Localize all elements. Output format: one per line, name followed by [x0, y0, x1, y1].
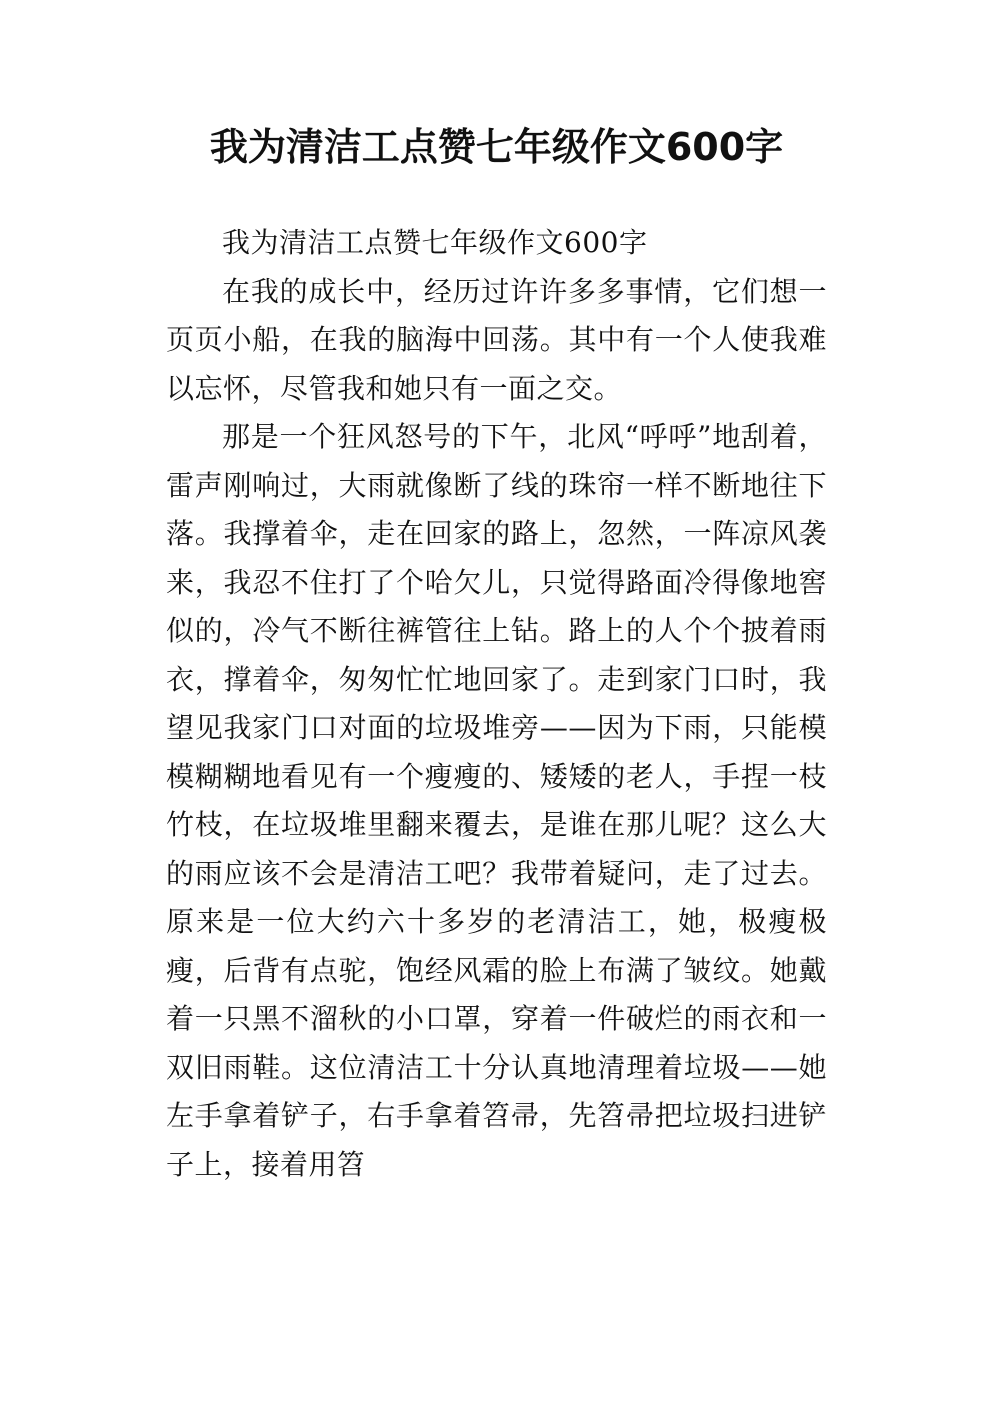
paragraph-story: 那是一个狂风怒号的下午，北风“呼呼”地刮着，雷声刚响过，大雨就像断了线的珠帘一样不断地往下落。我撑着伞，走在回家的路上，忽然，一阵凉风袭来，我忍不住打了个哈欠儿，只觉得路面冷得像地窖似的，冷气不断往裤管往上钻。路上的人个个披着雨衣，撑着伞，匆匆忙忙地回家了。走到家门口时，我望见我家门口对面的垃圾堆旁——因为下雨，只能模模糊糊地看见有一个瘦瘦的、矮矮的老人，手捏一枝竹枝，在垃圾堆里翻来覆去，是谁在那儿呢？这么大的雨应该不会是清洁工吧？我带着疑问，走了过去。原来是一位大约六十多岁的老清洁工，她，极瘦极瘦，后背有点驼，饱经风霜的脸上布满了皱纹。她戴着一只黑不溜秋的小口罩，穿着一件破烂的雨衣和一双旧雨鞋。这位清洁工十分认真地清理着垃圾——她左手拿着铲子，右手拿着笤帚，先笤帚把垃圾扫进铲子上，接着用笤: [166, 420, 827, 1181]
document-body: [166, 219, 827, 1189]
paragraph-heading: 我为清洁工点赞七年级作文600字: [222, 226, 648, 259]
paragraph-intro: 在我的成长中，经历过许许多多事情，它们想一页页小船，在我的脑海中回荡。其中有一个人使我难以忘怀，尽管我和她只有一面之交。: [166, 274, 827, 405]
document-title: 我为清洁工点赞七年级作文600字: [209, 125, 784, 169]
